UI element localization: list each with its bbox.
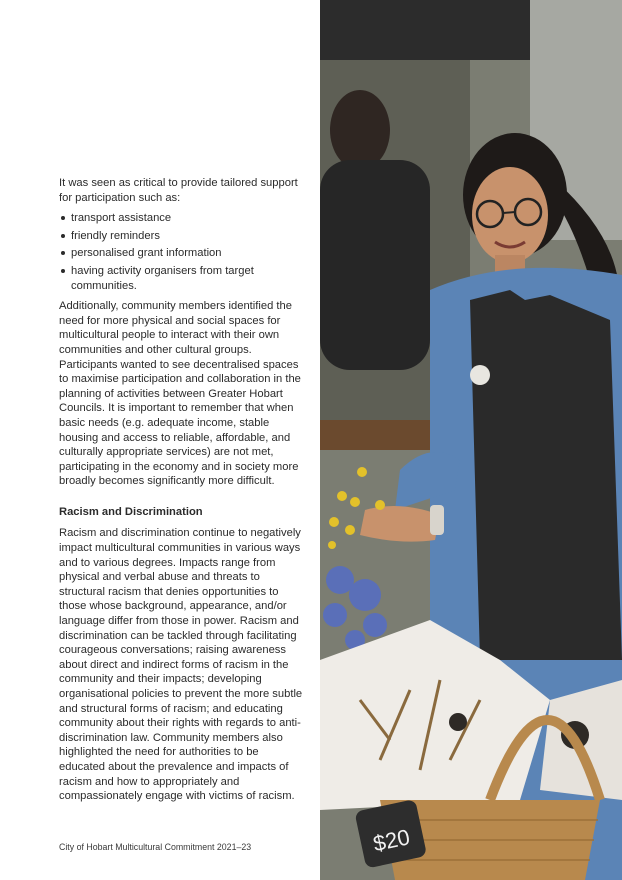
racism-paragraph: Racism and discrimination continue to negatively impact multicultural communities in various ways and to various degrees. Impacts range from physical and verbal abuse and threats to structural racism that denies opportunities to those whose background, appearance, and/or language differ from those in power. Racism and discrimination can be tackled through facilitating courageous conversations; raising awareness about direct and indirect forms of racism in the community and their impacts; developing organisational policies to prevent the more subtle and structural forms of racism; and educating community about their rights with regards to anti-discrimination law. Community members also highlighted the need for authorities to be educated about the prevalence and impacts of racism and how to appropriately and compassionately engage with victims of racism. xyxy=(59,527,303,803)
list-item: friendly reminders xyxy=(59,229,305,244)
list-item: having activity organisers from target communities. xyxy=(59,264,305,293)
support-list xyxy=(59,211,305,293)
market-stall-photo xyxy=(320,0,622,880)
list-item: transport assistance xyxy=(59,211,305,226)
spaces-paragraph: Additionally, community members identified the need for more physical and social spaces for multicultural people to interact with their own communities and other cultural groups. Participants wanted to see decentralised spaces to maximise participation and collaboration in the planning of activities between Greater Hobart Councils. It is important to remember that when basic needs (e.g. adequate income, stable housing and access to reliable, affordable, and culturally appropriate services) are not met, participating in the economy and in society more broadly becomes significantly more difficult. xyxy=(59,300,301,488)
price-tag-label: $20 xyxy=(370,824,413,857)
section-heading: Racism and Discrimination xyxy=(59,505,203,518)
list-item: personalised grant information xyxy=(59,246,305,261)
page-footer: City of Hobart Multicultural Commitment 2021–23 xyxy=(59,842,252,852)
intro-paragraph: It was seen as critical to provide tailored support for participation such as: xyxy=(59,177,298,204)
main-text-column xyxy=(59,176,305,810)
